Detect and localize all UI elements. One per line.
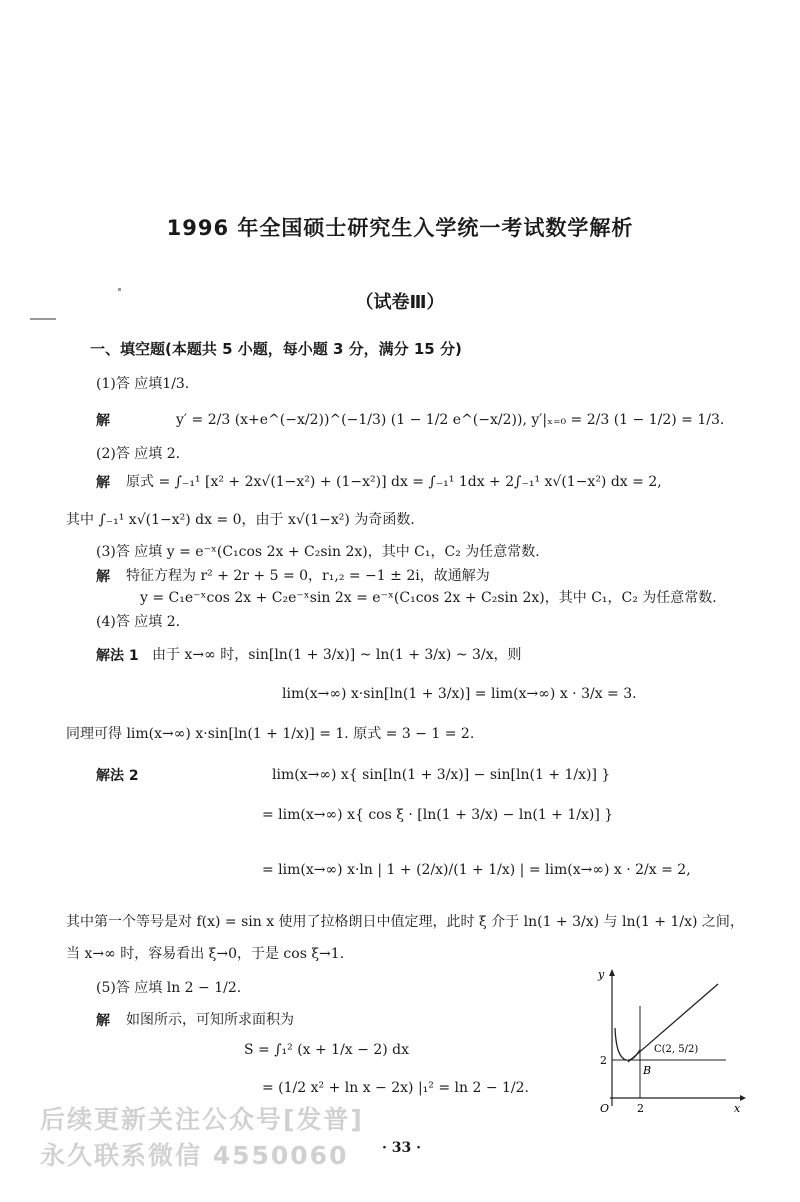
x-tick-label: 2 (637, 1102, 644, 1115)
page-title: 1996 年全国硕士研究生入学统一考试数学解析 (166, 216, 634, 240)
q3-answer: (3)答 应填 y = e⁻ˣ(C₁cos 2x + C₂sin 2x)，其中 C₁，C₂ 为任意常数. (96, 544, 540, 560)
q2-solution: 原式 = ∫₋₁¹ [x² + 2x√(1−x²) + (1−x²)] dx = ∫₋₁¹ 1dx + 2∫₋₁¹ x√(1−x²) dx = 2, (126, 474, 662, 490)
y-tick-label: 2 (600, 1054, 607, 1067)
area-figure (588, 966, 748, 1116)
q5-solution-line2: S = ∫₁² (x + 1/x − 2) dx (244, 1042, 410, 1058)
q1-solution: y′ = 2/3 (x+e^(−x/2))^(−1/3) (1 − 1/2 e^(−x/2)), y′|ₓ₌₀ = 2/3 (1 − 1/2) = 1/3. (176, 412, 725, 428)
q3-solution-line1: 特征方程为 r² + 2r + 5 = 0，r₁,₂ = −1 ± 2i，故通解为 (126, 568, 490, 584)
y-axis-label: y (598, 968, 605, 981)
point-c-label: C(2, 5/2) (654, 1044, 699, 1055)
q1-solution-label: 解 (96, 413, 110, 429)
q4-note-line1: 其中第一个等号是对 f(x) = sin x 使用了拉格朗日中值定理，此时 ξ 介于 ln(1 + 3/x) 与 ln(1 + 1/x) 之间， (66, 914, 744, 930)
q4-answer: (4)答 应填 2. (96, 614, 181, 630)
y-axis-arrow (609, 969, 615, 976)
q5-solution-line1: 如图所示，可知所求面积为 (126, 1012, 294, 1028)
q4-method2-line2: = lim(x→∞) x{ cos ξ · [ln(1 + 3/x) − ln(1 + 1/x)] } (262, 807, 614, 823)
q2-answer: (2)答 应填 2. (96, 446, 181, 462)
scan-speck (118, 288, 121, 291)
q4-method1-line2: lim(x→∞) x·sin[ln(1 + 3/x)] = lim(x→∞) x · 3/x = 3. (282, 686, 637, 702)
q4-method2-label: 解法 2 (96, 768, 139, 784)
page-number: · 33 · (382, 1140, 421, 1156)
point-b-label: B (643, 1064, 652, 1077)
q4-method2-line1: lim(x→∞) x{ sin[ln(1 + 3/x)] − sin[ln(1 + 1/x)] } (272, 767, 611, 783)
q4-method1-label: 解法 1 (96, 648, 139, 664)
watermark-line1: 后续更新关注公众号[发普] (40, 1105, 364, 1134)
x-axis-label: x (734, 1102, 741, 1115)
q4-note-line2: 当 x→∞ 时，容易看出 ξ→0，于是 cos ξ→1. (66, 946, 345, 962)
section-heading: 一、填空题(本题共 5 小题，每小题 3 分，满分 15 分) (90, 340, 462, 358)
q4-method1-line3: 同理可得 lim(x→∞) x·sin[ln(1 + 1/x)] = 1. 原式 = 3 − 1 = 2. (66, 726, 475, 742)
q5-answer: (5)答 应填 ln 2 − 1/2. (96, 980, 242, 996)
q2-note: 其中 ∫₋₁¹ x√(1−x²) dx = 0，由于 x√(1−x²) 为奇函数. (66, 512, 415, 528)
q5-solution-label: 解 (96, 1013, 110, 1029)
origin-label: O (600, 1102, 610, 1115)
q3-solution-label: 解 (96, 569, 110, 585)
watermark-line2: 永久联系微信 4550060 (40, 1141, 349, 1170)
scan-speck (30, 318, 56, 320)
q5-solution-line3: = (1/2 x² + ln x − 2x) |₁² = ln 2 − 1/2. (262, 1080, 529, 1096)
paper-subtitle: （试卷Ⅲ） (355, 292, 445, 313)
q1-answer: (1)答 应填1/3. (96, 376, 190, 392)
q4-method1-line1: 由于 x→∞ 时，sin[ln(1 + 3/x)] ~ ln(1 + 3/x) ~ 3/x，则 (152, 647, 522, 663)
x-axis-arrow (740, 1095, 746, 1101)
q2-solution-label: 解 (96, 475, 110, 491)
q4-method2-line3: = lim(x→∞) x·ln | 1 + (2/x)/(1 + 1/x) | = lim(x→∞) x · 2/x = 2, (262, 862, 691, 878)
q3-solution-line2: y = C₁e⁻ˣcos 2x + C₂e⁻ˣsin 2x = e⁻ˣ(C₁cos 2x + C₂sin 2x)，其中 C₁，C₂ 为任意常数. (140, 590, 717, 606)
